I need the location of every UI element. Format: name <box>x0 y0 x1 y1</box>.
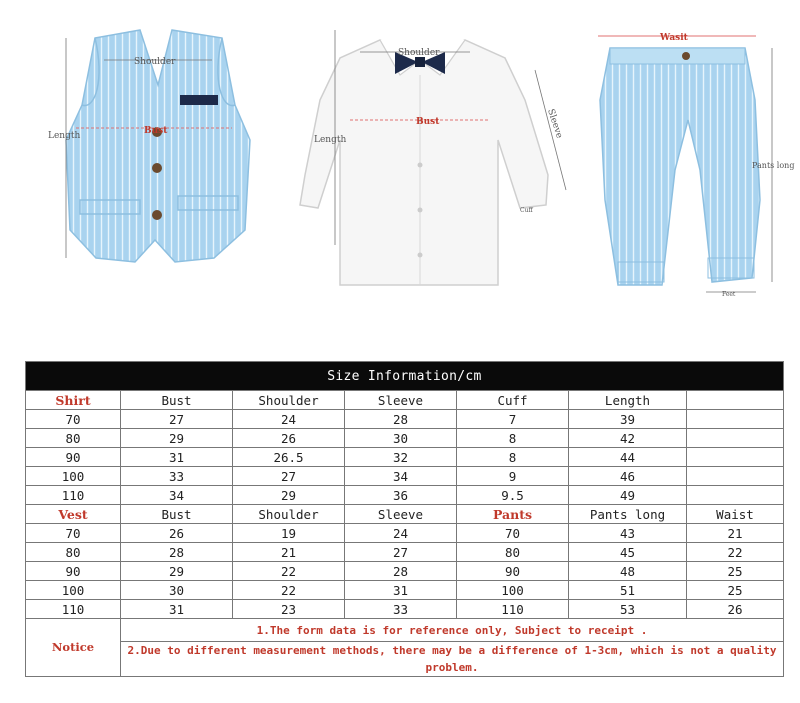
table-cell: 90 <box>26 562 121 581</box>
shirt-shoulder-label: Shoulder <box>398 48 440 58</box>
notice-row-1 <box>26 619 784 642</box>
table-row <box>26 486 784 505</box>
table-title: Size Information/cm <box>26 362 784 391</box>
table-cell: 8 <box>457 448 569 467</box>
shirt-header-length: Length <box>569 391 687 410</box>
pants-waist-label: Wasit <box>660 33 688 43</box>
table-cell: 100 <box>26 581 121 600</box>
empty-cell <box>687 486 784 505</box>
table-cell: 51 <box>569 581 687 600</box>
empty-cell <box>687 410 784 429</box>
vest-header-sleeve: Sleeve <box>345 505 457 524</box>
table-cell: 31 <box>121 448 233 467</box>
shirt-sleeve-label: Sleeve <box>545 107 564 140</box>
garment-drawing <box>0 0 800 330</box>
table-cell: 33 <box>121 467 233 486</box>
table-row <box>26 543 784 562</box>
pants-feet-label: Feet <box>722 291 736 298</box>
notice-line-2: 2.Due to different measurement methods, there may be a difference of 1-3cm, which is not a quality problem. <box>121 642 784 677</box>
table-cell: 24 <box>345 524 457 543</box>
table-cell: 33 <box>345 600 457 619</box>
table-cell: 44 <box>569 448 687 467</box>
table-cell: 21 <box>687 524 784 543</box>
table-cell: 28 <box>345 562 457 581</box>
table-row <box>26 467 784 486</box>
table-cell: 29 <box>121 429 233 448</box>
table-row <box>26 410 784 429</box>
notice-line-1: 1.The form data is for reference only, Subject to receipt . <box>121 619 784 642</box>
notice-label: Notice <box>26 619 121 677</box>
pants-section-label: Pants <box>457 505 569 524</box>
shirt-bust-label: Bust <box>416 117 440 127</box>
table-cell: 39 <box>569 410 687 429</box>
table-cell: 100 <box>26 467 121 486</box>
table-cell: 110 <box>457 600 569 619</box>
table-cell: 21 <box>233 543 345 562</box>
shirt-header-sleeve: Sleeve <box>345 391 457 410</box>
table-cell: 27 <box>345 543 457 562</box>
size-table <box>25 361 784 677</box>
table-cell: 26 <box>233 429 345 448</box>
table-cell: 110 <box>26 486 121 505</box>
table-cell: 23 <box>233 600 345 619</box>
table-cell: 34 <box>121 486 233 505</box>
shirt-image <box>300 30 566 285</box>
shirt-header-row <box>26 391 784 410</box>
shirt-cuff-label: Cuff <box>520 207 533 214</box>
pants-header-waist: Waist <box>687 505 784 524</box>
table-cell: 70 <box>26 524 121 543</box>
table-row <box>26 581 784 600</box>
vest-shoulder-label: Shoulder <box>134 57 176 67</box>
empty-cell <box>687 467 784 486</box>
table-cell: 90 <box>26 448 121 467</box>
table-cell: 70 <box>457 524 569 543</box>
table-cell: 32 <box>345 448 457 467</box>
shirt-header-shoulder: Shoulder <box>233 391 345 410</box>
table-cell: 29 <box>121 562 233 581</box>
table-row <box>26 524 784 543</box>
table-cell: 26 <box>121 524 233 543</box>
table-cell: 45 <box>569 543 687 562</box>
table-cell: 27 <box>121 410 233 429</box>
vest-header-shoulder: Shoulder <box>233 505 345 524</box>
table-cell: 29 <box>233 486 345 505</box>
table-row <box>26 448 784 467</box>
table-cell: 90 <box>457 562 569 581</box>
table-cell: 43 <box>569 524 687 543</box>
table-title-row <box>26 362 784 391</box>
table-cell: 9 <box>457 467 569 486</box>
size-table-container <box>25 361 783 677</box>
table-cell: 70 <box>26 410 121 429</box>
vest-header-bust: Bust <box>121 505 233 524</box>
table-cell: 42 <box>569 429 687 448</box>
shirt-section-label: Shirt <box>26 391 121 410</box>
empty-cell <box>687 429 784 448</box>
pants-header-long: Pants long <box>569 505 687 524</box>
table-cell: 31 <box>345 581 457 600</box>
table-cell: 49 <box>569 486 687 505</box>
table-cell: 53 <box>569 600 687 619</box>
table-cell: 25 <box>687 581 784 600</box>
table-cell: 22 <box>233 562 345 581</box>
vest-length-label: Length <box>48 131 81 141</box>
product-illustrations <box>0 0 800 330</box>
table-cell: 25 <box>687 562 784 581</box>
table-cell: 30 <box>121 581 233 600</box>
table-cell: 48 <box>569 562 687 581</box>
empty-cell <box>687 391 784 410</box>
table-cell: 80 <box>26 543 121 562</box>
vest-section-label: Vest <box>26 505 121 524</box>
empty-cell <box>687 448 784 467</box>
table-cell: 34 <box>345 467 457 486</box>
table-cell: 36 <box>345 486 457 505</box>
vest-header-row <box>26 505 784 524</box>
table-cell: 46 <box>569 467 687 486</box>
shirt-header-cuff: Cuff <box>457 391 569 410</box>
table-cell: 80 <box>457 543 569 562</box>
table-cell: 80 <box>26 429 121 448</box>
table-cell: 8 <box>457 429 569 448</box>
table-cell: 110 <box>26 600 121 619</box>
notice-row-2 <box>26 642 784 677</box>
shirt-header-bust: Bust <box>121 391 233 410</box>
table-cell: 28 <box>121 543 233 562</box>
table-cell: 22 <box>687 543 784 562</box>
table-cell: 24 <box>233 410 345 429</box>
shirt-length-label: Length <box>314 135 347 145</box>
pants-long-label: Pants long <box>752 161 795 170</box>
pants-image <box>598 33 794 298</box>
table-row <box>26 562 784 581</box>
table-row <box>26 429 784 448</box>
vest-bust-label: Bust <box>144 126 168 136</box>
table-cell: 28 <box>345 410 457 429</box>
table-cell: 27 <box>233 467 345 486</box>
table-cell: 30 <box>345 429 457 448</box>
table-cell: 31 <box>121 600 233 619</box>
table-cell: 26.5 <box>233 448 345 467</box>
table-cell: 7 <box>457 410 569 429</box>
table-cell: 22 <box>233 581 345 600</box>
table-cell: 19 <box>233 524 345 543</box>
table-row <box>26 600 784 619</box>
table-cell: 26 <box>687 600 784 619</box>
table-cell: 9.5 <box>457 486 569 505</box>
vest-image <box>48 30 250 262</box>
table-cell: 100 <box>457 581 569 600</box>
